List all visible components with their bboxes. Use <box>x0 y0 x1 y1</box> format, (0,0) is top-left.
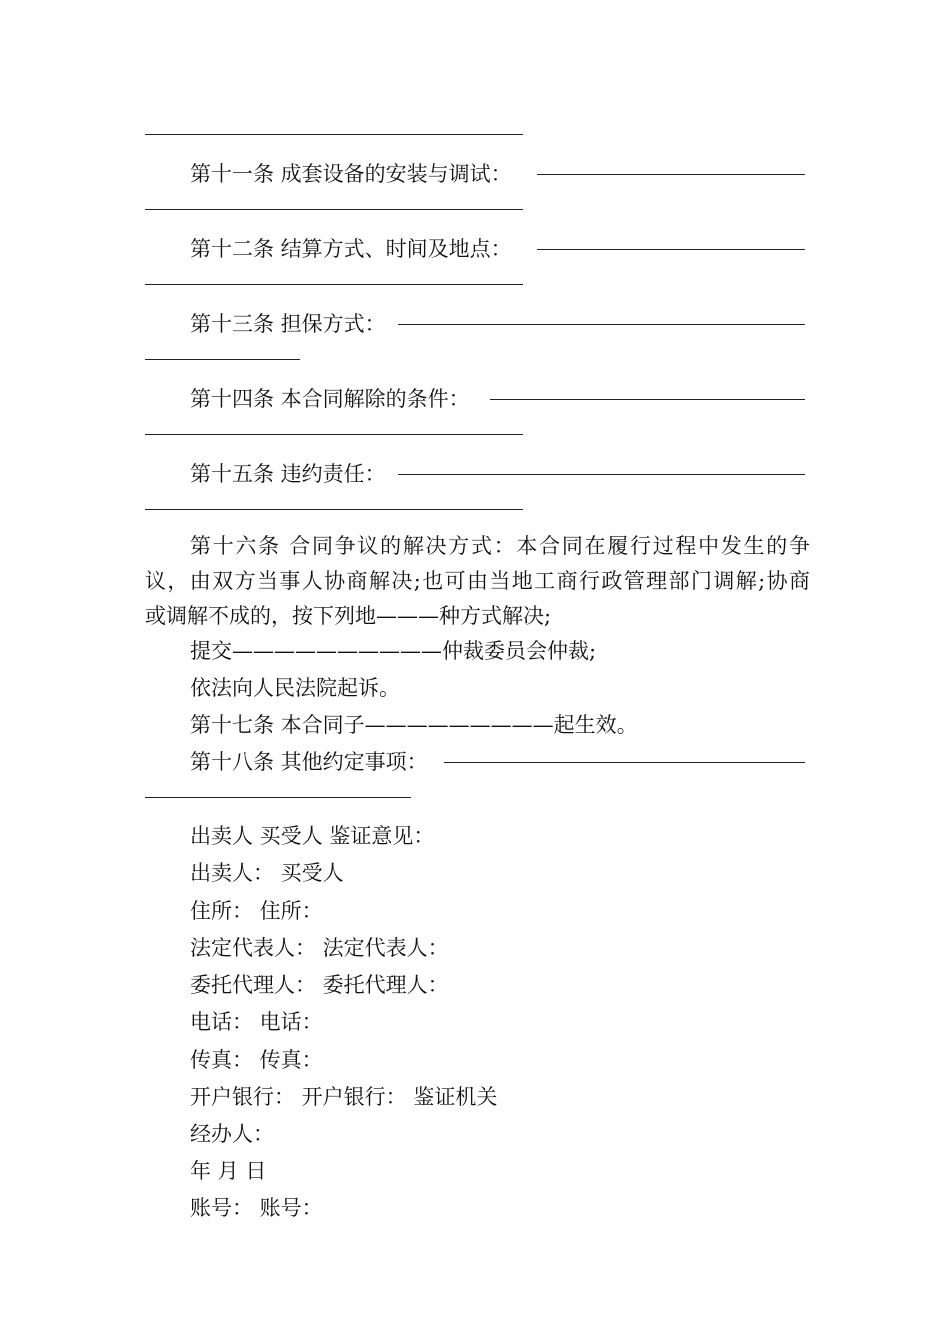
signature-fax: 传真： 传真： <box>190 1048 323 1072</box>
blank-rule <box>145 797 411 798</box>
article-17: 第十七条 本合同子—————————起生效。 <box>190 713 638 737</box>
signature-header: 出卖人 买受人 鉴证意见： <box>190 824 435 848</box>
blank-rule <box>145 359 300 360</box>
blank-rule <box>398 324 805 325</box>
signature-bank: 开户银行： 开户银行： 鉴证机关 <box>190 1085 498 1109</box>
signature-date: 年 月 日 <box>190 1159 267 1183</box>
blank-rule <box>145 134 523 135</box>
signature-handler: 经办人： <box>190 1122 274 1146</box>
article-12-text: 第十二条 结算方式、时间及地点： <box>190 237 512 261</box>
blank-rule <box>398 474 805 475</box>
signature-account: 账号： 账号： <box>190 1196 323 1220</box>
blank-rule <box>537 249 805 250</box>
blank-rule <box>444 762 805 763</box>
article-18-text: 第十八条 其他约定事项： <box>190 750 428 774</box>
signature-phone: 电话： 电话： <box>190 1010 323 1034</box>
signature-legal-rep: 法定代表人： 法定代表人： <box>190 936 449 960</box>
blank-rule <box>490 399 805 400</box>
blank-rule <box>537 174 805 175</box>
blank-rule <box>145 434 523 435</box>
blank-rule <box>145 509 523 510</box>
option-arbitration: 提交——————————仲裁委员会仲裁; <box>190 639 597 663</box>
article-13-text: 第十三条 担保方式： <box>190 312 386 336</box>
signature-address: 住所： 住所： <box>190 899 323 923</box>
signature-party: 出卖人： 买受人 <box>190 861 344 885</box>
article-16-line-2: 议，由双方当事人协商解决;也可由当地工商行政管理部门调解;协商 <box>145 569 810 593</box>
article-14-text: 第十四条 本合同解除的条件： <box>190 387 470 411</box>
article-16-line-1: 第十六条 合同争议的解决方式：本合同在履行过程中发生的争 <box>190 534 810 558</box>
article-11-text: 第十一条 成套设备的安装与调试： <box>190 162 512 186</box>
article-15-text: 第十五条 违约责任： <box>190 462 386 486</box>
option-court: 依法向人民法院起诉。 <box>190 676 400 700</box>
article-16-line-3: 或调解不成的，按下列地———种方式解决; <box>145 604 552 628</box>
blank-rule <box>145 284 523 285</box>
signature-agent: 委托代理人： 委托代理人： <box>190 973 449 997</box>
blank-rule <box>145 209 523 210</box>
